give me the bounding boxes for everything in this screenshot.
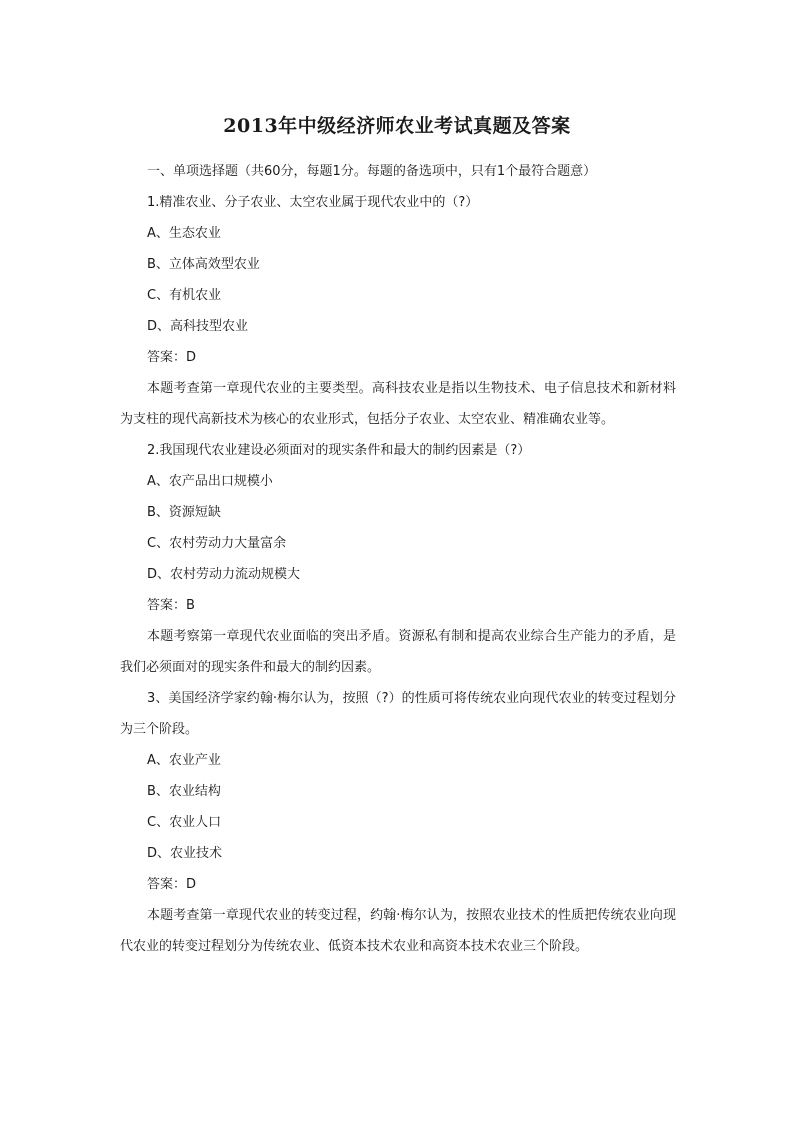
explanation: 本题考查第一章现代农业的主要类型。高科技农业是指以生物技术、电子信息技术和新材料为支柱的现代高新技术为核心的农业形式，包括分子农业、太空农业、精准确农业等。 <box>120 381 676 427</box>
option: B、立体高效型农业 <box>147 257 260 272</box>
document-title: 2013年中级经济师农业考试真题及答案 <box>223 115 571 137</box>
section-header: 一、单项选择题（共60分，每题1分。每题的备选项中，只有1个最符合题意） <box>147 164 597 179</box>
explanation: 本题考察第一章现代农业面临的突出矛盾。资源私有制和提高农业综合生产能力的矛盾，是我们必须面对的现实条件和最大的制约因素。 <box>120 629 676 675</box>
question-block <box>120 683 676 962</box>
option: A、生态农业 <box>147 226 221 241</box>
question-stem: 2.我国现代农业建设必须面对的现实条件和最大的制约因素是（?） <box>147 443 531 458</box>
option: D、农村劳动力流动规模大 <box>147 567 301 582</box>
question-block <box>120 435 676 683</box>
option: C、有机农业 <box>147 288 222 303</box>
document-body <box>120 156 676 962</box>
question-block <box>120 187 676 435</box>
option: A、农产品出口规模小 <box>147 474 273 489</box>
answer: 答案：B <box>147 598 195 613</box>
question-stem: 1.精准农业、分子农业、太空农业属于现代农业中的（?） <box>147 195 479 210</box>
option: D、高科技型农业 <box>147 319 249 334</box>
answer: 答案：D <box>147 350 197 365</box>
option: C、农村劳动力大量富余 <box>147 536 287 551</box>
option: B、资源短缺 <box>147 505 221 520</box>
explanation: 本题考查第一章现代农业的转变过程，约翰·梅尔认为，按照农业技术的性质把传统农业向现代农业的转变过程划分为传统农业、低资本技术农业和高资本技术农业三个阶段。 <box>120 908 676 954</box>
option: D、农业技术 <box>147 846 223 861</box>
question-stem: 3、美国经济学家约翰·梅尔认为，按照（?）的性质可将传统农业向现代农业的转变过程划分为三个阶段。 <box>120 691 676 737</box>
option: C、农业人口 <box>147 815 222 830</box>
option: B、农业结构 <box>147 784 221 799</box>
option: A、农业产业 <box>147 753 221 768</box>
answer: 答案：D <box>147 877 197 892</box>
